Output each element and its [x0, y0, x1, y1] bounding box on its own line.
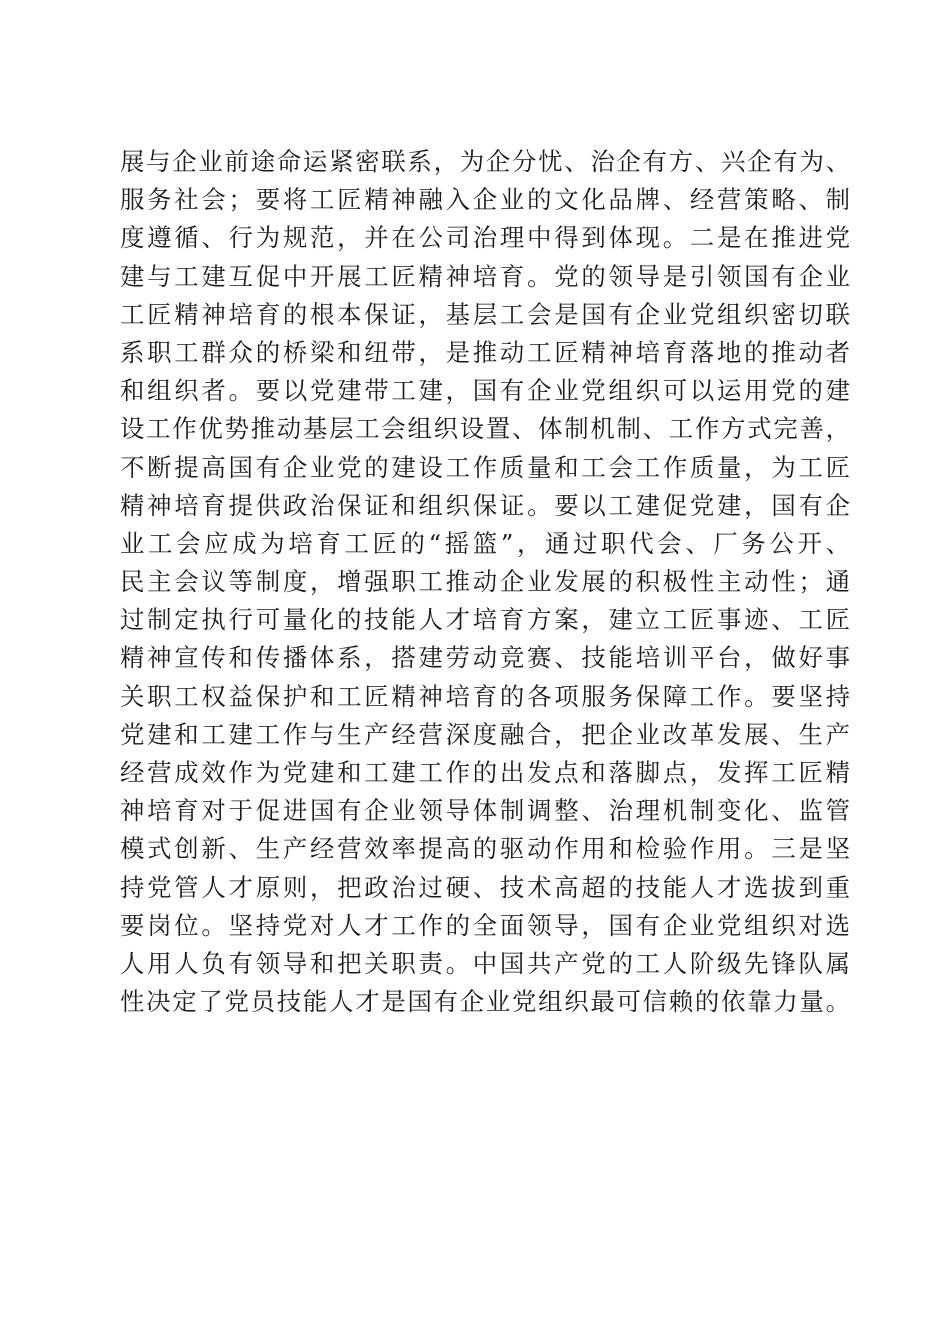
text-line-16: 党建和工建工作与生产经营深度融合，把企业改革发展、生产	[120, 719, 850, 749]
text-line-17: 经营成效作为党建和工建工作的出发点和落脚点，发挥工匠精	[120, 758, 850, 787]
text-line-13: 过制定执行可量化的技能人才培育方案，建立工匠事迹、工匠	[120, 605, 850, 635]
text-line-20: 持党管人才原则，把政治过硬、技术高超的技能人才选拔到重	[120, 872, 850, 902]
text-line-2: 服务社会；要将工匠精神融入企业的文化品牌、经营策略、制	[120, 185, 850, 215]
text-line-15: 关职工权益保护和工匠精神培育的各项服务保障工作。要坚持	[120, 681, 850, 711]
text-line-4: 建与工建互促中开展工匠精神培育。党的领导是引领国有企业	[120, 261, 850, 291]
text-line-5: 工匠精神培育的根本保证，基层工会是国有企业党组织密切联	[120, 299, 850, 329]
text-line-6: 系职工群众的桥梁和纽带，是推动工匠精神培育落地的推动者	[120, 337, 850, 367]
text-line-22: 人用人负有领导和把关职责。中国共产党的工人阶级先锋队属	[120, 948, 850, 978]
text-line-23: 性决定了党员技能人才是国有企业党组织最可信赖的依靠力量。	[120, 987, 850, 1017]
text-line-19: 模式创新、生产经营效率提高的驱动作用和检验作用。三是坚	[120, 834, 850, 864]
text-line-1: 展与企业前途命运紧密联系，为企分忧、治企有方、兴企有为、	[120, 147, 850, 176]
text-line-3: 度遵循、行为规范，并在公司治理中得到体现。二是在推进党	[120, 223, 850, 253]
text-line-10: 精神培育提供政治保证和组织保证。要以工建促党建，国有企	[120, 490, 850, 520]
text-line-11: 业工会应成为培育工匠的“摇篮”，通过职代会、厂务公开、	[120, 528, 850, 558]
text-line-8: 设工作优势推动基层工会组织设置、体制机制、工作方式完善，	[120, 414, 850, 444]
text-line-9: 不断提高国有企业党的建设工作质量和工会工作质量，为工匠	[120, 452, 850, 482]
text-line-14: 精神宣传和传播体系，搭建劳动竞赛、技能培训平台，做好事	[120, 643, 850, 673]
text-line-12: 民主会议等制度，增强职工推动企业发展的积极性主动性；通	[120, 567, 850, 597]
text-line-18: 神培育对于促进国有企业领导体制调整、治理机制变化、监管	[120, 796, 850, 826]
text-line-21: 要岗位。坚持党对人才工作的全面领导，国有企业党组织对选	[120, 910, 850, 940]
body-paragraph	[120, 143, 850, 1021]
text-line-7: 和组织者。要以党建带工建，国有企业党组织可以运用党的建	[120, 376, 850, 406]
